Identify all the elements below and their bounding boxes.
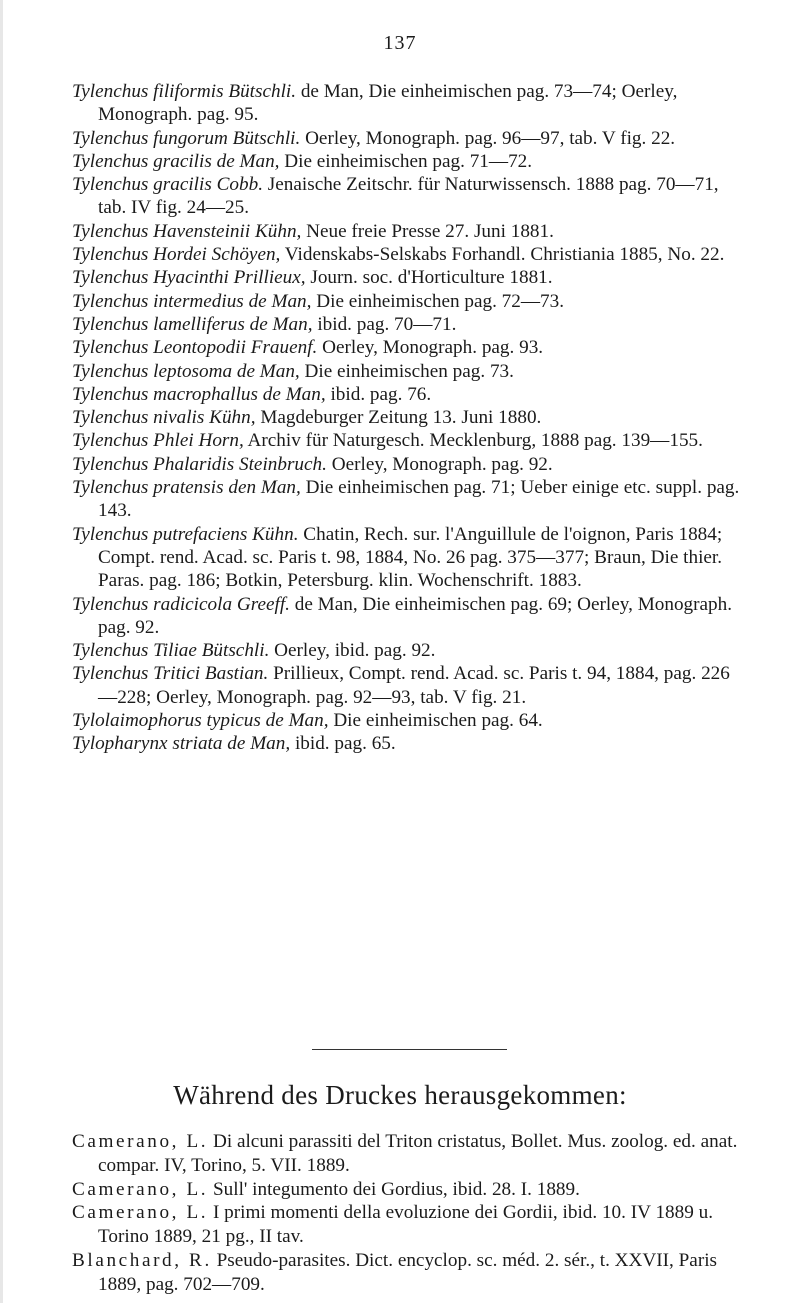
- bibliography-entry: [72, 173, 744, 220]
- taxon-name: Tylolaimophorus typicus de Man,: [72, 710, 329, 732]
- citation-text: Sull' integumento dei Gordius, ibid. 28. I. 1889.: [208, 1178, 580, 1200]
- taxon-name: Tylenchus nivalis Kühn,: [72, 407, 256, 429]
- author-name: Camerano, L.: [72, 1131, 209, 1152]
- citation-text: Die einheimischen pag. 71; Ueber einige etc. suppl. pag. 143.: [98, 477, 740, 522]
- citation-text: I primi momenti della evoluzione dei Gordii, ibid. 10. IV 1889 u. Torino 1889, 21 pg., II tav.: [98, 1202, 714, 1248]
- citation-text: Oerley, Monograph. pag. 96—97, tab. V fig. 22.: [300, 127, 676, 149]
- citation-text: Archiv für Naturgesch. Mecklenburg, 1888 pag. 139—155.: [243, 430, 703, 452]
- author-name: Camerano, L.: [72, 1178, 209, 1200]
- citation-text: Magdeburger Zeitung 13. Juni 1880.: [255, 407, 542, 429]
- bibliography-entry: [72, 476, 744, 523]
- citation-text: Oerley, Monograph. pag. 93.: [317, 337, 544, 359]
- bibliography-entry: [72, 266, 744, 289]
- bibliography-entry: [72, 523, 744, 593]
- section-heading: Während des Druckes herausgekommen:: [173, 1080, 627, 1110]
- citation-text: Prillieux, Compt. rend. Acad. sc. Paris t. 94, 1884, pag. 226—228; Oerley, Monograph. pag. 92—93, tab. V fig. 21.: [98, 663, 730, 708]
- taxon-name: Tylenchus pratensis den Man,: [72, 477, 301, 499]
- author-name: Blanchard, R.: [72, 1249, 212, 1271]
- bibliography-entry: [72, 593, 744, 640]
- taxon-name: Tylenchus fungorum Bütschli.: [72, 127, 301, 149]
- citation-text: Neue freie Presse 27. Juni 1881.: [301, 220, 554, 242]
- citation-text: Oerley, ibid. pag. 92.: [269, 640, 436, 662]
- bibliography-entry: [72, 662, 744, 709]
- citation-text: ibid. pag. 70—71.: [312, 313, 457, 335]
- author-name: Camerano, L.: [72, 1202, 209, 1224]
- bibliography-entry: [72, 336, 744, 359]
- bibliography-entry: [72, 290, 744, 313]
- taxon-name: Tylenchus Havensteinii Kühn,: [72, 220, 302, 242]
- taxon-name: Tylenchus macrophallus de Man,: [72, 383, 326, 405]
- bibliography-list: [72, 80, 744, 756]
- bibliography-entry: [72, 127, 744, 150]
- bibliography-entry: [72, 406, 744, 429]
- bibliography-entry: [72, 383, 744, 406]
- bibliography-entry: [72, 429, 744, 452]
- citation-text: de Man, Die einheimischen pag. 69; Oerley, Monograph. pag. 92.: [98, 593, 733, 638]
- bibliography-entry: [72, 639, 744, 662]
- taxon-name: Tylenchus Leontopodii Frauenf.: [72, 337, 318, 359]
- taxon-name: Tylenchus Tiliae Bütschli.: [72, 640, 270, 662]
- addenda-entry: [72, 1178, 744, 1202]
- bibliography-entry: [72, 360, 744, 383]
- bibliography-entry: [72, 709, 744, 732]
- taxon-name: Tylenchus Phlei Horn,: [72, 430, 244, 452]
- page-number: 137: [383, 32, 417, 54]
- addenda-entry: [72, 1201, 744, 1249]
- taxon-name: Tylenchus gracilis Cobb.: [72, 174, 263, 196]
- citation-text: Videnskabs-Selskabs Forhandl. Christiania 1885, No. 22.: [280, 244, 725, 266]
- citation-text: ibid. pag. 65.: [290, 733, 396, 755]
- taxon-name: Tylenchus putrefaciens Kühn.: [72, 523, 299, 545]
- taxon-name: Tylenchus Tritici Bastian.: [72, 663, 269, 685]
- citation-text: Die einheimischen pag. 72—73.: [311, 290, 565, 312]
- citation-text: Di alcuni parassiti del Triton cristatus, Bollet. Mus. zoolog. ed. anat. compar. IV, Torino, 5. VII. 1889.: [98, 1131, 738, 1176]
- taxon-name: Tylenchus Hordei Schöyen,: [72, 244, 281, 266]
- section-divider: [312, 1049, 507, 1050]
- citation-text: Jenaische Zeitschr. für Naturwissensch. 1888 pag. 70—71, tab. IV fig. 24—25.: [98, 174, 719, 219]
- bibliography-entry: [72, 220, 744, 243]
- citation-text: Die einheimischen pag. 71—72.: [279, 150, 533, 172]
- bibliography-entry: [72, 453, 744, 476]
- citation-text: Journ. soc. d'Horticulture 1881.: [305, 267, 553, 289]
- bibliography-entry: [72, 732, 744, 755]
- addenda-entry: [72, 1130, 744, 1178]
- citation-text: Oerley, Monograph. pag. 92.: [326, 453, 553, 475]
- bibliography-entry: [72, 150, 744, 173]
- taxon-name: Tylenchus intermedius de Man,: [72, 290, 312, 312]
- taxon-name: Tylenchus gracilis de Man,: [72, 150, 280, 172]
- addenda-entry: [72, 1249, 744, 1297]
- addenda-list: [72, 1130, 744, 1297]
- taxon-name: Tylenchus filiformis Bütschli.: [72, 81, 297, 102]
- citation-text: Chatin, Rech. sur. l'Anguillule de l'oignon, Paris 1884; Compt. rend. Acad. sc. Paris t. 98, 1884, No. 26 pag. 375—377; Braun, Die thier. Paras. pag. 186; Botkin, Petersburg. klin. Wochenschrift. 1883.: [98, 523, 723, 592]
- taxon-name: Tylenchus Hyacinthi Prillieux,: [72, 267, 306, 289]
- citation-text: Pseudo-parasites. Dict. encyclop. sc. méd. 2. sér., t. XXVII, Paris 1889, pag. 702—709.: [98, 1249, 718, 1295]
- taxon-name: Tylenchus leptosoma de Man,: [72, 360, 300, 382]
- bibliography-entry: [72, 313, 744, 336]
- bibliography-entry: [72, 243, 744, 266]
- citation-text: ibid. pag. 76.: [325, 383, 432, 405]
- taxon-name: Tylenchus lamelliferus de Man,: [72, 313, 313, 335]
- taxon-name: Tylenchus radicicola Greeff.: [72, 593, 290, 615]
- citation-text: Die einheimischen pag. 64.: [328, 710, 543, 732]
- citation-text: de Man, Die einheimischen pag. 73—74; Oerley, Monograph. pag. 95.: [98, 81, 678, 126]
- bibliography-entry: [72, 80, 744, 127]
- taxon-name: Tylopharynx striata de Man,: [72, 733, 291, 755]
- taxon-name: Tylenchus Phalaridis Steinbruch.: [72, 453, 327, 475]
- citation-text: Die einheimischen pag. 73.: [299, 360, 514, 382]
